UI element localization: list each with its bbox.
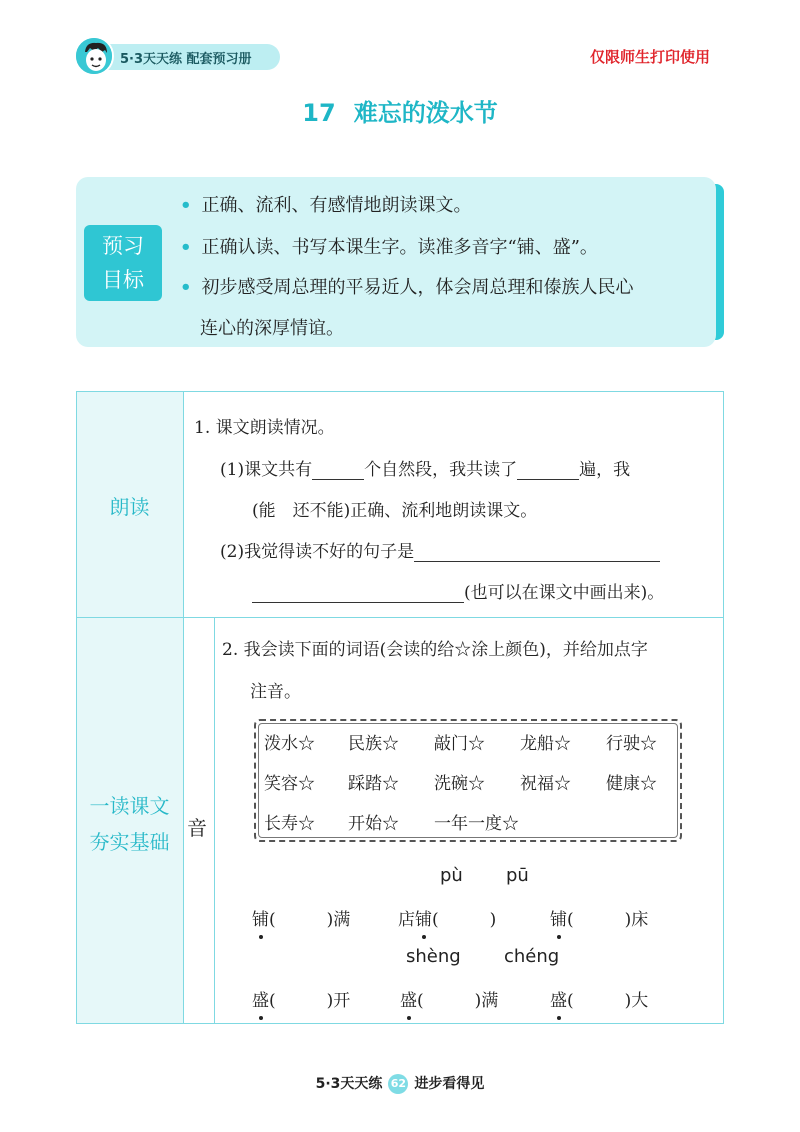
blank-read-count[interactable]: [517, 462, 579, 480]
q1-a-line2: (能 还不能)正确、流利地朗读课文。: [252, 501, 538, 521]
word-item[interactable]: 踩踏☆: [348, 774, 399, 794]
word-item[interactable]: 祝福☆: [520, 774, 571, 794]
series-title: 5·3天天练 配套预习册: [120, 52, 252, 67]
q2-line1: 2. 我会读下面的词语(会读的给☆涂上颜色)，并给加点字: [222, 640, 648, 660]
goal-item-3: • 初步感受周总理的平易近人，体会周总理和傣族人民心: [180, 277, 634, 298]
word-item[interactable]: 健康☆: [606, 774, 657, 794]
page-footer: [0, 1073, 800, 1094]
word-item[interactable]: 敲门☆: [434, 734, 485, 754]
blank-difficult-sentence[interactable]: [414, 544, 660, 562]
q1-b-line2: (也可以在课文中画出来)。: [252, 578, 664, 603]
word-item[interactable]: 泼水☆: [264, 734, 315, 754]
word-item[interactable]: 笑容☆: [264, 774, 315, 794]
sub-label-pronunciation: 音: [187, 816, 207, 840]
q1-b-line1: (2)我觉得读不好的句子是: [220, 537, 660, 562]
word-item[interactable]: 行驶☆: [606, 734, 657, 754]
lesson-name: 难忘的泼水节: [353, 99, 498, 127]
goal-item-1: • 正确、流利、有感情地朗读课文。: [180, 195, 472, 216]
pinyin-cheng: chéng: [504, 946, 560, 967]
footer-right: 进步看得见: [414, 1076, 485, 1092]
footer-left: 5·3天天练: [315, 1076, 383, 1092]
q1-title: 1. 课文朗读情况。: [194, 418, 335, 438]
pu-item-2: 店铺( ): [398, 910, 497, 930]
page-number: 62: [388, 1074, 408, 1094]
print-notice: 仅限师生打印使用: [590, 48, 711, 66]
table-divider-vertical: [183, 392, 184, 1023]
lesson-title: [0, 93, 800, 128]
goal-item-3-cont: 连心的深厚情谊。: [200, 318, 344, 339]
sheng-item-3: 盛( )大: [550, 991, 649, 1011]
table-divider-sub: [214, 618, 215, 1023]
q1-a-line1: (1)课文共有 个自然段，我共读了 遍，我: [220, 460, 631, 480]
mascot-avatar-icon: [74, 36, 114, 76]
pinyin-sheng: shèng: [406, 946, 461, 967]
goals-tag: [84, 225, 162, 301]
blank-difficult-sentence-cont[interactable]: [252, 585, 464, 603]
pinyin-pu-falling: pù: [440, 865, 463, 886]
pu-item-3: 铺( )床: [550, 910, 649, 930]
word-item[interactable]: 洗碗☆: [434, 774, 485, 794]
pu-item-1: 铺( )满: [252, 910, 351, 930]
word-item[interactable]: 开始☆: [348, 814, 399, 834]
goals-tag-line1: 预习: [102, 234, 144, 258]
word-item[interactable]: 龙船☆: [520, 734, 571, 754]
pinyin-pu-level: pū: [506, 865, 529, 886]
word-item[interactable]: 民族☆: [348, 734, 399, 754]
goals-tag-line2: 目标: [102, 268, 144, 292]
section-label-basics: 一读课文 夯实基础: [89, 794, 170, 854]
sheng-item-2: 盛( )满: [400, 991, 499, 1011]
blank-paragraph-count[interactable]: [312, 462, 364, 480]
section-label-reading: 朗读: [109, 495, 150, 519]
q2-line2: 注音。: [250, 682, 301, 702]
lesson-number: 17: [302, 99, 336, 127]
table-divider-row: [76, 617, 724, 618]
sheng-item-1: 盛( )开: [252, 991, 351, 1011]
word-item[interactable]: 长寿☆: [264, 814, 315, 834]
word-item[interactable]: 一年一度☆: [434, 814, 519, 834]
goal-item-2: • 正确认读、书写本课生字。读准多音字“铺、盛”。: [180, 237, 598, 258]
